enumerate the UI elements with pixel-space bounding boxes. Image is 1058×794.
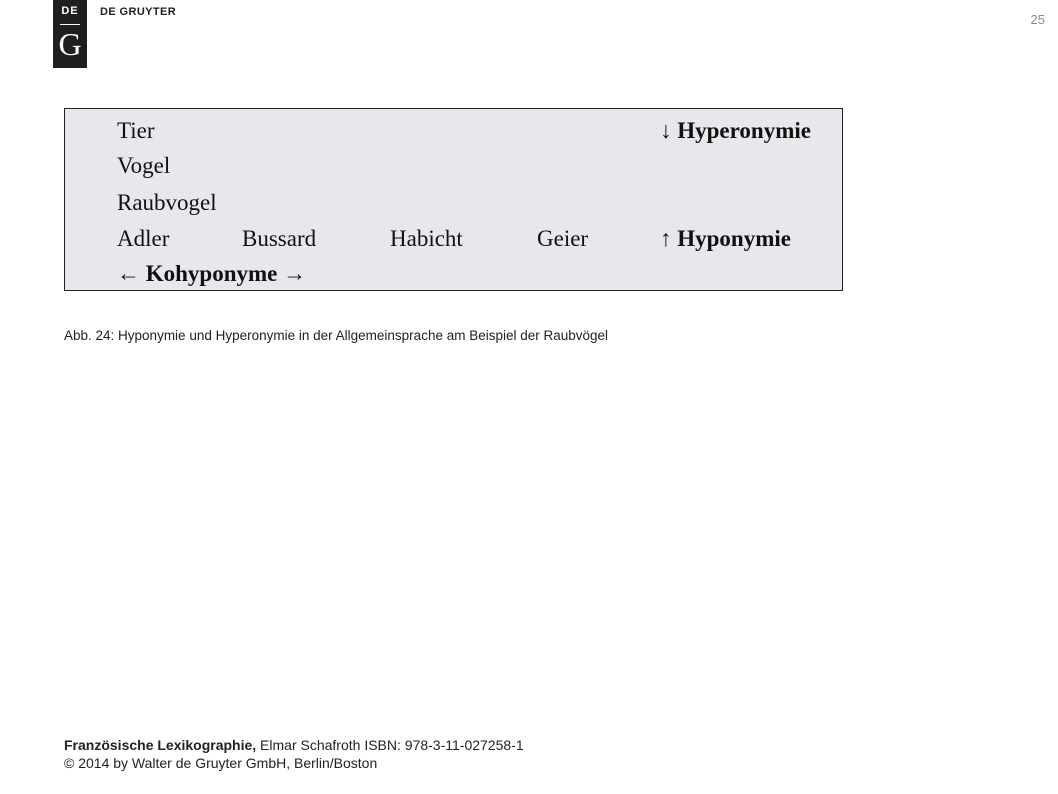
book-title: Französische Lexikographie,: [64, 737, 257, 753]
logo-divider: [60, 24, 80, 25]
label-kohyponyme: ← Kohyponyme →: [117, 261, 307, 286]
label-hyponymie: ↑ Hyponymie: [660, 226, 791, 251]
logo-bottom-text: G: [58, 26, 82, 62]
book-details: Elmar Schafroth ISBN: 978-3-11-027258-1: [256, 737, 524, 753]
publisher-logo: [53, 0, 87, 68]
term-geier: Geier: [537, 226, 589, 251]
page-number: 25: [1030, 12, 1045, 27]
label-hyperonymie: ↓ Hyperonymie: [660, 118, 811, 143]
term-bussard: Bussard: [242, 226, 317, 251]
term-vogel: Vogel: [117, 153, 171, 178]
publisher-name: DE GRUYTER: [100, 6, 177, 18]
term-tier: Tier: [117, 118, 155, 143]
logo-top-text: DE: [61, 5, 79, 17]
term-habicht: Habicht: [390, 226, 463, 251]
term-raubvogel: Raubvogel: [117, 190, 217, 215]
copyright-line: © 2014 by Walter de Gruyter GmbH, Berlin/Boston: [64, 755, 378, 771]
figure-caption: Abb. 24: Hyponymie und Hyperonymie in der Allgemeinsprache am Beispiel der Raubvögel: [64, 328, 609, 343]
citation-line: [64, 736, 524, 754]
term-adler: Adler: [117, 226, 170, 251]
citation-footer: [64, 736, 524, 772]
hyponymy-figure: [64, 108, 843, 291]
